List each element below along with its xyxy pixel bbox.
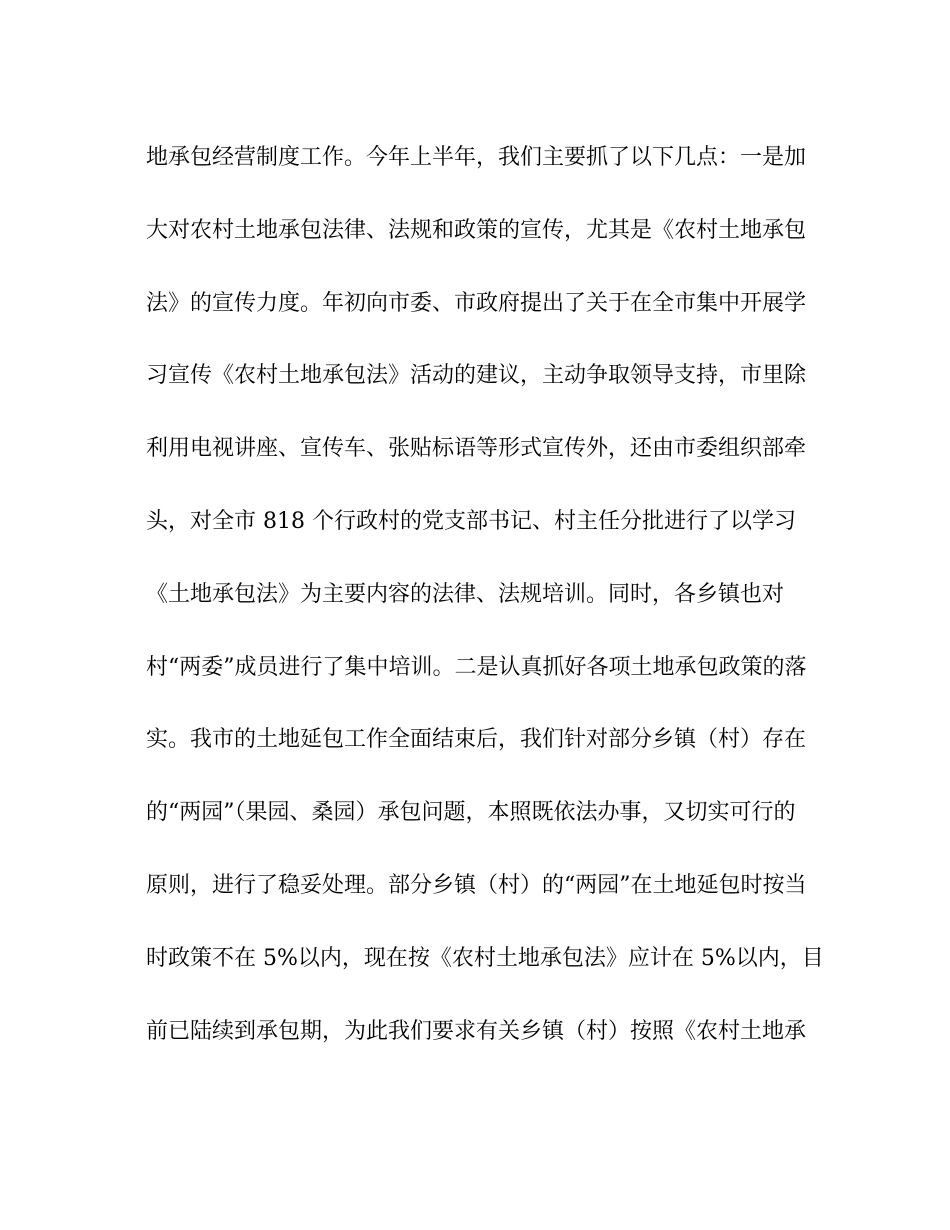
text-line: 利用电视讲座、宣传车、张贴标语等形式宣传外，还由市委组织部牵 [146,436,807,462]
text-line: 地承包经营制度工作。今年上半年，我们主要抓了以下几点：一是加 [146,145,807,170]
text-line: 头，对全市 818 个行政村的党支部书记、村主任分批进行了以学习 [146,508,796,534]
text-line: 的“两园”（果园、桑园）承包问题，本照既依法办事，又切实可行的 [146,800,796,826]
text-line: 实。我市的土地延包工作全面结束后，我们针对部分乡镇（村）存在 [146,727,807,753]
text-line: 时政策不在 5%以内，现在按《农村土地承包法》应计在 5%以内，目 [146,945,824,971]
text-line: 法》的宣传力度。年初向市委、市政府提出了关于在全市集中开展学 [146,290,807,316]
text-line: 村“两委”成员进行了集中培训。二是认真抓好各项土地承包政策的落 [146,654,807,680]
body-text [146,138,824,1084]
text-line: 《土地承包法》为主要内容的法律、法规培训。同时，各乡镇也对 [146,581,785,607]
text-line: 前已陆续到承包期，为此我们要求有关乡镇（村）按照《农村土地承 [146,1018,807,1044]
text-line: 习宣传《农村土地承包法》活动的建议，主动争取领导支持，市里除 [146,363,807,389]
text-line: 大对农村土地承包法律、法规和政策的宣传，尤其是《农村土地承包 [146,217,807,243]
text-line: 原则，进行了稳妥处理。部分乡镇（村）的“两园”在土地延包时按当 [146,872,807,898]
